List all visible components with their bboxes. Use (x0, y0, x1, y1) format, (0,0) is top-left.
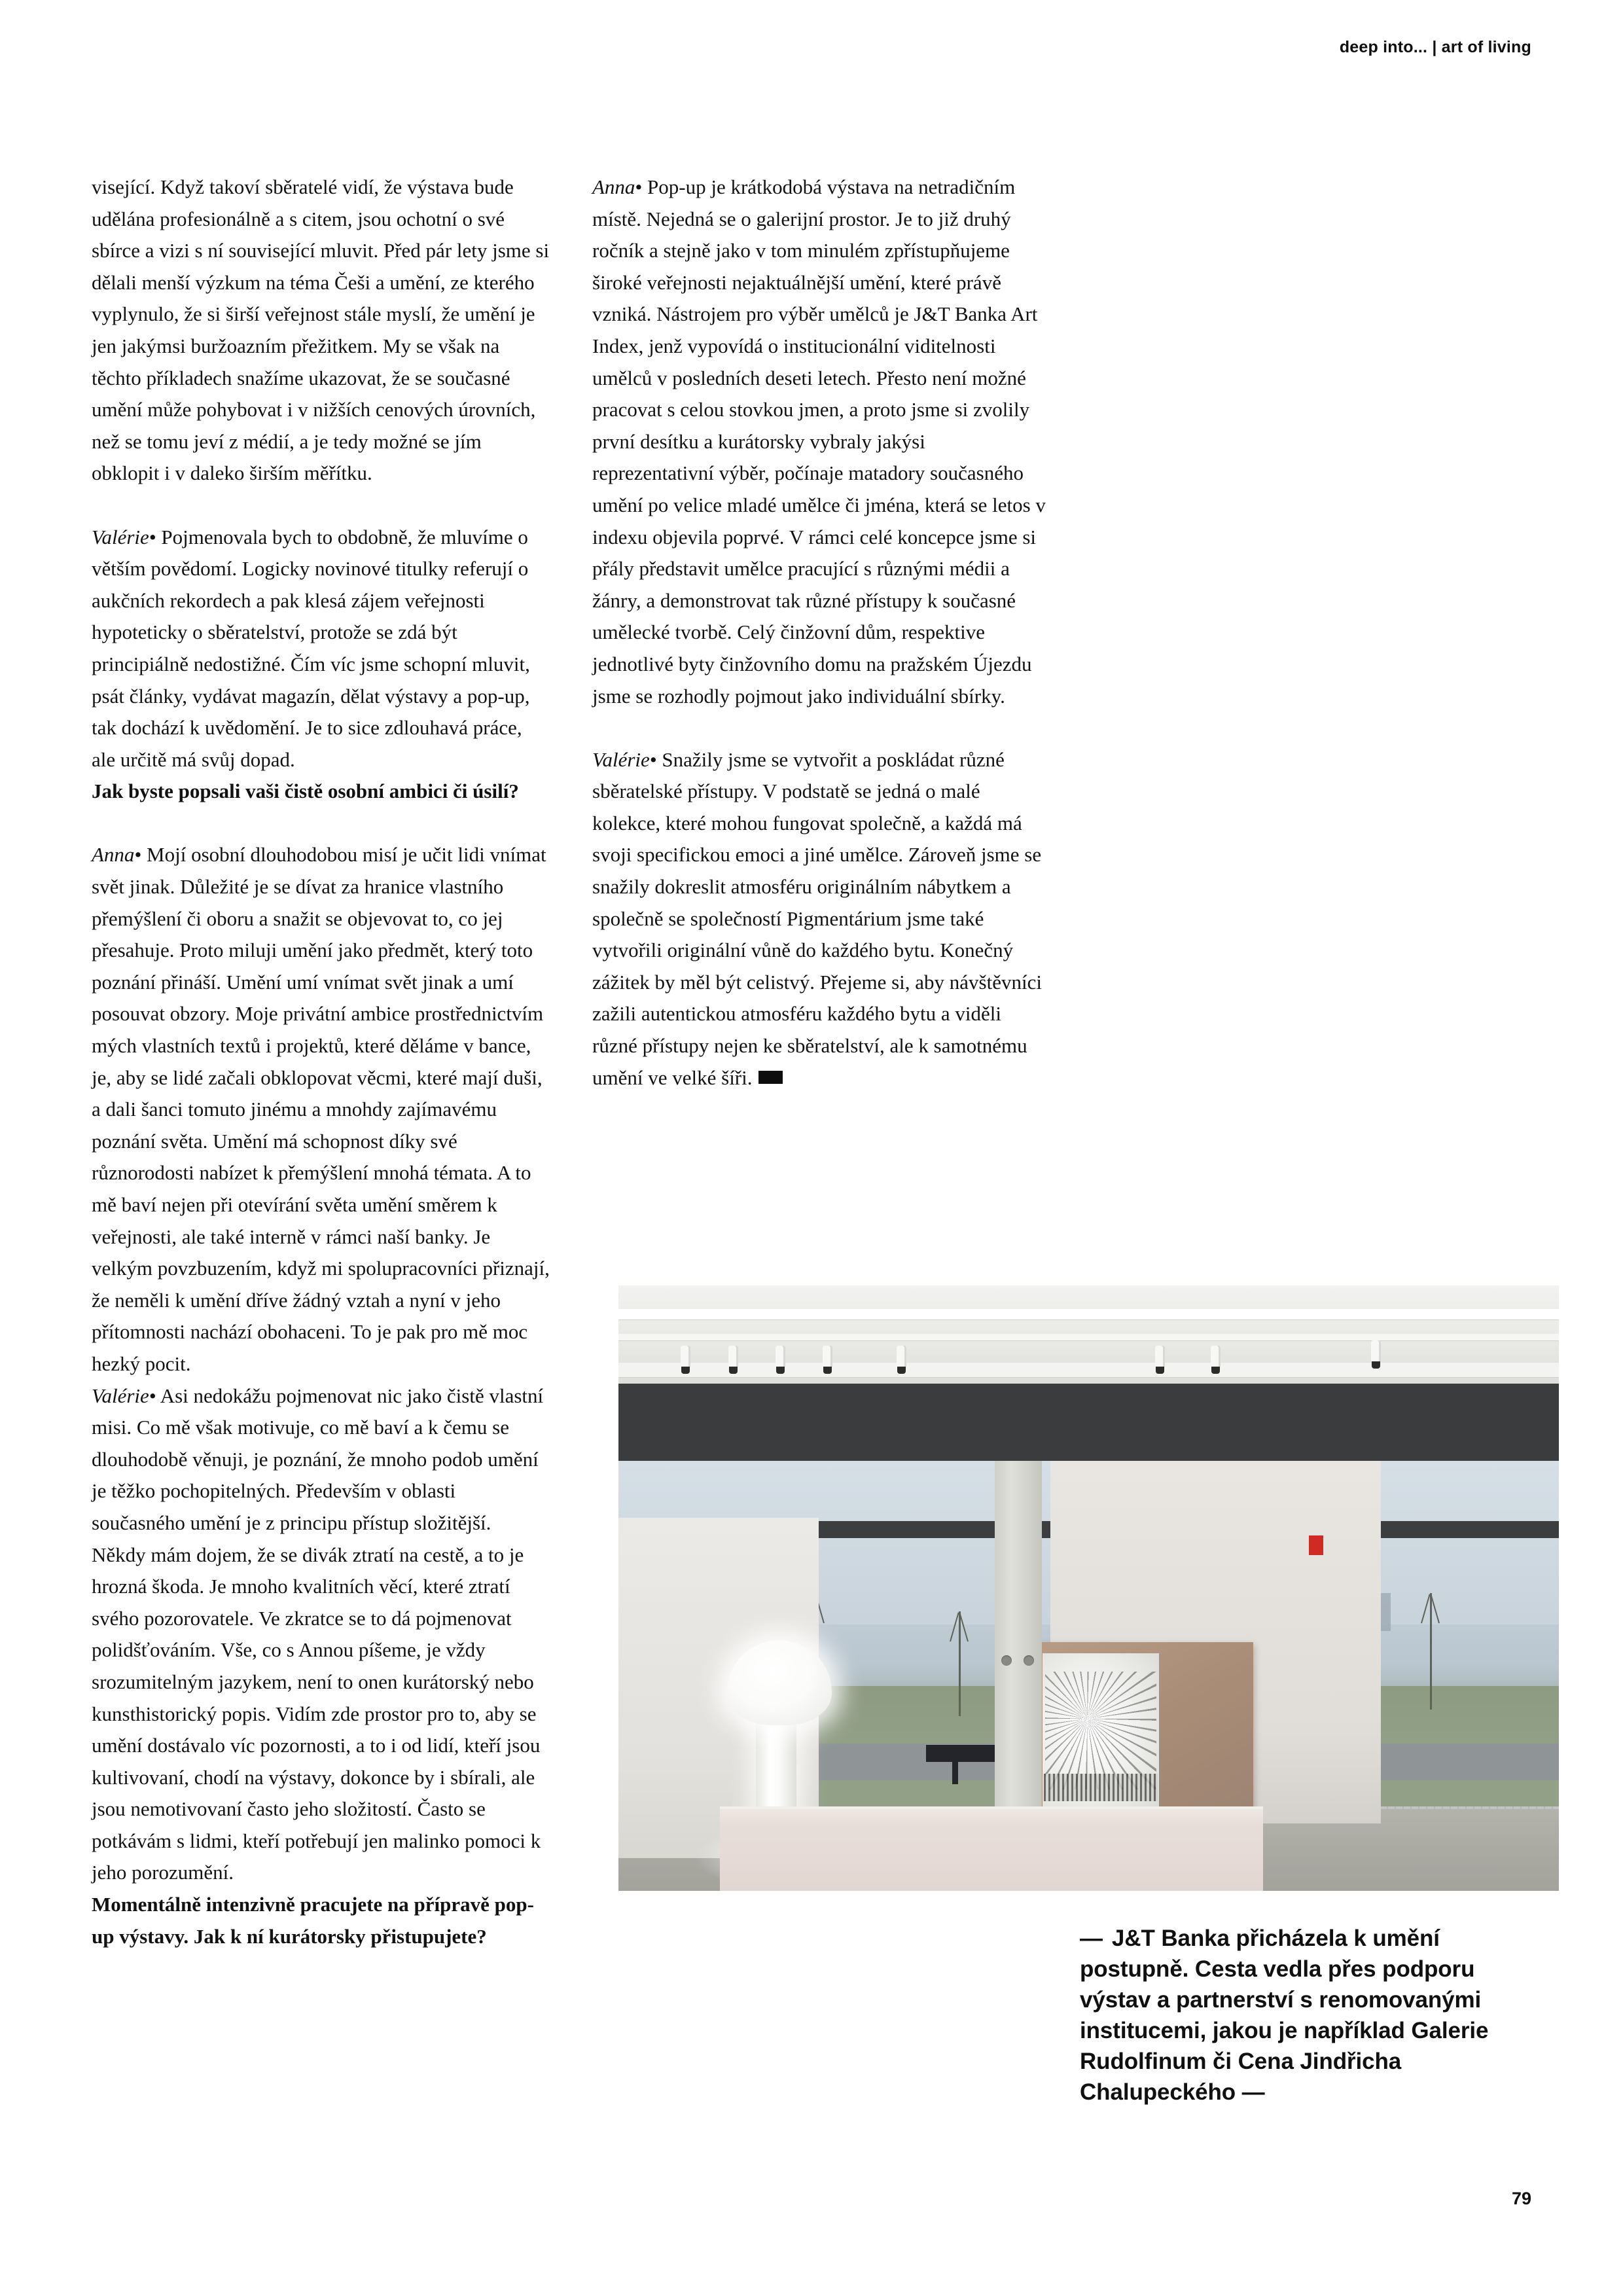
photo-projection-crowd (1044, 1774, 1158, 1801)
text-column-left (92, 171, 550, 1952)
photo-projection-rays (1045, 1672, 1156, 1789)
photo-bare-tree-3 (1430, 1593, 1432, 1710)
text-column-right (592, 171, 1050, 1094)
photo-ceiling-duct-1 (618, 1309, 1559, 1319)
running-head: deep into... | art of living (1339, 38, 1531, 56)
speaker-bullet: • (134, 843, 142, 867)
photo-track-spotlight-5 (897, 1346, 906, 1368)
photo-ceiling-duct-2 (618, 1334, 1559, 1340)
end-of-article-mark (758, 1071, 783, 1084)
paragraph-continuation (92, 171, 550, 490)
photo-track-spotlight-1 (681, 1346, 690, 1368)
photo-plinth (720, 1809, 1263, 1891)
photo-track-spotlight-6 (1155, 1346, 1165, 1368)
photo-ceiling-duct-3 (618, 1363, 1559, 1377)
caption-lead-dash: — (1080, 1926, 1103, 1951)
photo-column-hole-right (1024, 1655, 1034, 1666)
photo-red-artwork (1309, 1535, 1323, 1555)
interview-question-1: Jak byste popsali vaši čistě osobní ambici či úsilí? (92, 780, 519, 803)
paragraph-text: Snažily jsme se vytvořit a poskládat různé sběratelské přístupy. V podstatě se jedná o malé kolekce, které mohou fungovat společně, a každá má svoji specifickou emoci a jiné umělce. Zároveň jsme se snažily dokreslit atmosféru originálním nábytkem a společně se společností Pigmentárium jsme také vytvořili originální vůně do každého bytu. Konečný zážitek by měl být celistvý. Přejeme si, aby návštěvníci zažili autentickou atmosféru každého bytu a viděli různé přístupy nejen ke sběratelství, ale k samotnému umění ve velké šíři. (592, 747, 1042, 1089)
page-number: 79 (1511, 2189, 1531, 2208)
gallery-interior-photo (618, 1285, 1559, 1891)
photo-column-hole-left (1001, 1655, 1012, 1666)
speaker-name: Anna (592, 175, 635, 198)
paragraph-anna-2 (592, 171, 1050, 712)
speaker-name: Valérie (92, 1384, 149, 1407)
photo-track-spotlight-7 (1211, 1346, 1221, 1368)
photo-caption (1080, 1923, 1538, 2108)
speaker-bullet: • (649, 747, 657, 771)
paragraph-valerie-2 (92, 1380, 550, 1890)
interview-question-2: Momentálně intenzivně pracujete na přípravě pop-up výstavy. Jak k ní kurátorsky přistupujete? (92, 1893, 534, 1948)
paragraph-text: Asi nedokážu pojmenovat nic jako čistě vlastní misi. Co mě však motivuje, co mě baví a k čemu se dlouhodobě věnuji, je poznání, že mnoho podob umění je těžko pochopitelných. Především v oblasti současného umění je z principu přístup složitější. Někdy mám dojem, že se divák ztratí na cestě, a to je hrozná škoda. Je mnoho kvalitních věcí, které ztratí svého pozorovatele. Ve zkratce se to dá pojmenovat polidšťováním. Vše, co s Annou píšeme, je vždy srozumitelným jazykem, není to onen kurátorský nebo kunsthistorický popis. Vidím zde prostor pro to, aby se umění dostávalo víc pozornosti, a to i od lidí, kteří jsou kultivovaní, chodí na výstavy, dokonce by i sbírali, ale jsou nemotivovaní často jeho složitostí. Často se potkávám s lidmi, kteří potřebují jen malinko pomoci k jeho porozumění. (92, 1384, 544, 1884)
photo-bare-tree-2 (959, 1611, 961, 1716)
speaker-bullet: • (149, 525, 156, 548)
paragraph-text: visející. Když takoví sběratelé vidí, že výstava bude udělána profesionálně a s citem, jsou ochotní o své sbírce a vizi s ní související mluvit. Před pár lety jsme si dělali menší výzkum na téma Češi a umění, ze kterého vyplynulo, že si širší veřejnost stále myslí, že umění je jen jakýmsi buržoazním přežitkem. My se však na těchto příkladech snažíme ukazovat, že se současné umění může pohybovat i v nižších cenových úrovních, než se tomu jeví z médií, a je tedy možné se jím obklopit i v daleko širším měřítku. (92, 175, 550, 485)
paragraph-text: Mojí osobní dlouhodobou misí je učit lidi vnímat svět jinak. Důležité je se dívat za hranice vlastního přemýšlení či oboru a snažit se objevovat to, co jej přesahuje. Proto miluji umění jako předmět, který toto poznání přináší. Umění umí vnímat svět jinak a umí posouvat obzory. Moje privátní ambice prostřednictvím mých vlastních textů i projektů, které děláme v bance, je, aby se lidé začali obklopovat věcmi, které mají duši, a dali šanci tomuto jinému a mnohdy zajímavému poznání světa. Umění má schopnost díky své různorodosti nabízet k přemýšlení mnohá témata. A to mě baví nejen při otevírání světa umění směrem k veřejnosti, ale také interně v rámci naší banky. Je velkým povzbuzením, když mi spolupracovníci přiznají, že neměli k umění dříve žádný vztah a nyní v jeho přítomnosti nachází obohaceni. To je pak pro mě moc hezký pocit. (92, 843, 550, 1375)
speaker-name: Valérie (92, 525, 149, 548)
paragraph-valerie-3 (592, 744, 1050, 1094)
photo-track-spotlight-8 (1371, 1340, 1381, 1363)
caption-text: J&T Banka přicházela k umění postupně. Cesta vedla přes podporu výstav a partnerství s renomovanými institucemi, jakou je například Galerie Rudolfinum či Cena Jindřicha Chalupeckého — (1080, 1926, 1489, 2105)
speaker-bullet: • (635, 175, 643, 198)
photo-track-spotlight-3 (776, 1346, 785, 1368)
speaker-bullet: • (149, 1384, 156, 1407)
speaker-name: Anna (92, 843, 135, 867)
photo-track-spotlight-2 (728, 1346, 738, 1368)
paragraph-text: Pop-up je krátkodobá výstava na netradičním místě. Nejedná se o galerijní prostor. Je to již druhý ročník a stejně jako v tom minulém zpřístupňujeme široké veřejnosti nejaktuálnější umění, které právě vzniká. Nástrojem pro výběr umělců je J&T Banka Art Index, jenž vypovídá o institucionální viditelnosti umělců v posledních deseti letech. Přesto není možné pracovat s celou stovkou jmen, a proto jsme si zvolily první desítku a kurátorsky vybraly jakýsi reprezentativní výběr, počínaje matadory současného umění po velice mladé umělce či jména, která se letos v indexu objevila poprvé. V rámci celé koncepce jsme si přály představit umělce pracující s různými médii a žánry, a demonstrovat tak různé přístupy k současné umělecké tvorbě. Celý činžovní dům, respektive jednotlivé byty činžovního domu na pražském Újezdu jsme se rozhodly pojmout jako individuální sbírky. (592, 175, 1046, 708)
photo-ceiling-shadow-band (618, 1384, 1559, 1461)
paragraph-text: Pojmenovala bych to obdobně, že mluvíme o větším povědomí. Logicky novinové titulky referují o aukčních rekordech a pak klesá zájem veřejnosti hypoteticky o sběratelství, protože se zdá být principiálně nedostižné. Čím víc jsme schopní mluvit, psát články, vydávat magazín, dělat výstavy a pop-up, tak dochází k uvědomění. Je to sice zdlouhavá práce, ale určitě má svůj dopad. (92, 525, 530, 771)
photo-track-spotlight-4 (823, 1346, 832, 1368)
paragraph-anna-1 (92, 839, 550, 1380)
speaker-name: Valérie (592, 747, 650, 771)
paragraph-valerie-1 (92, 522, 550, 776)
